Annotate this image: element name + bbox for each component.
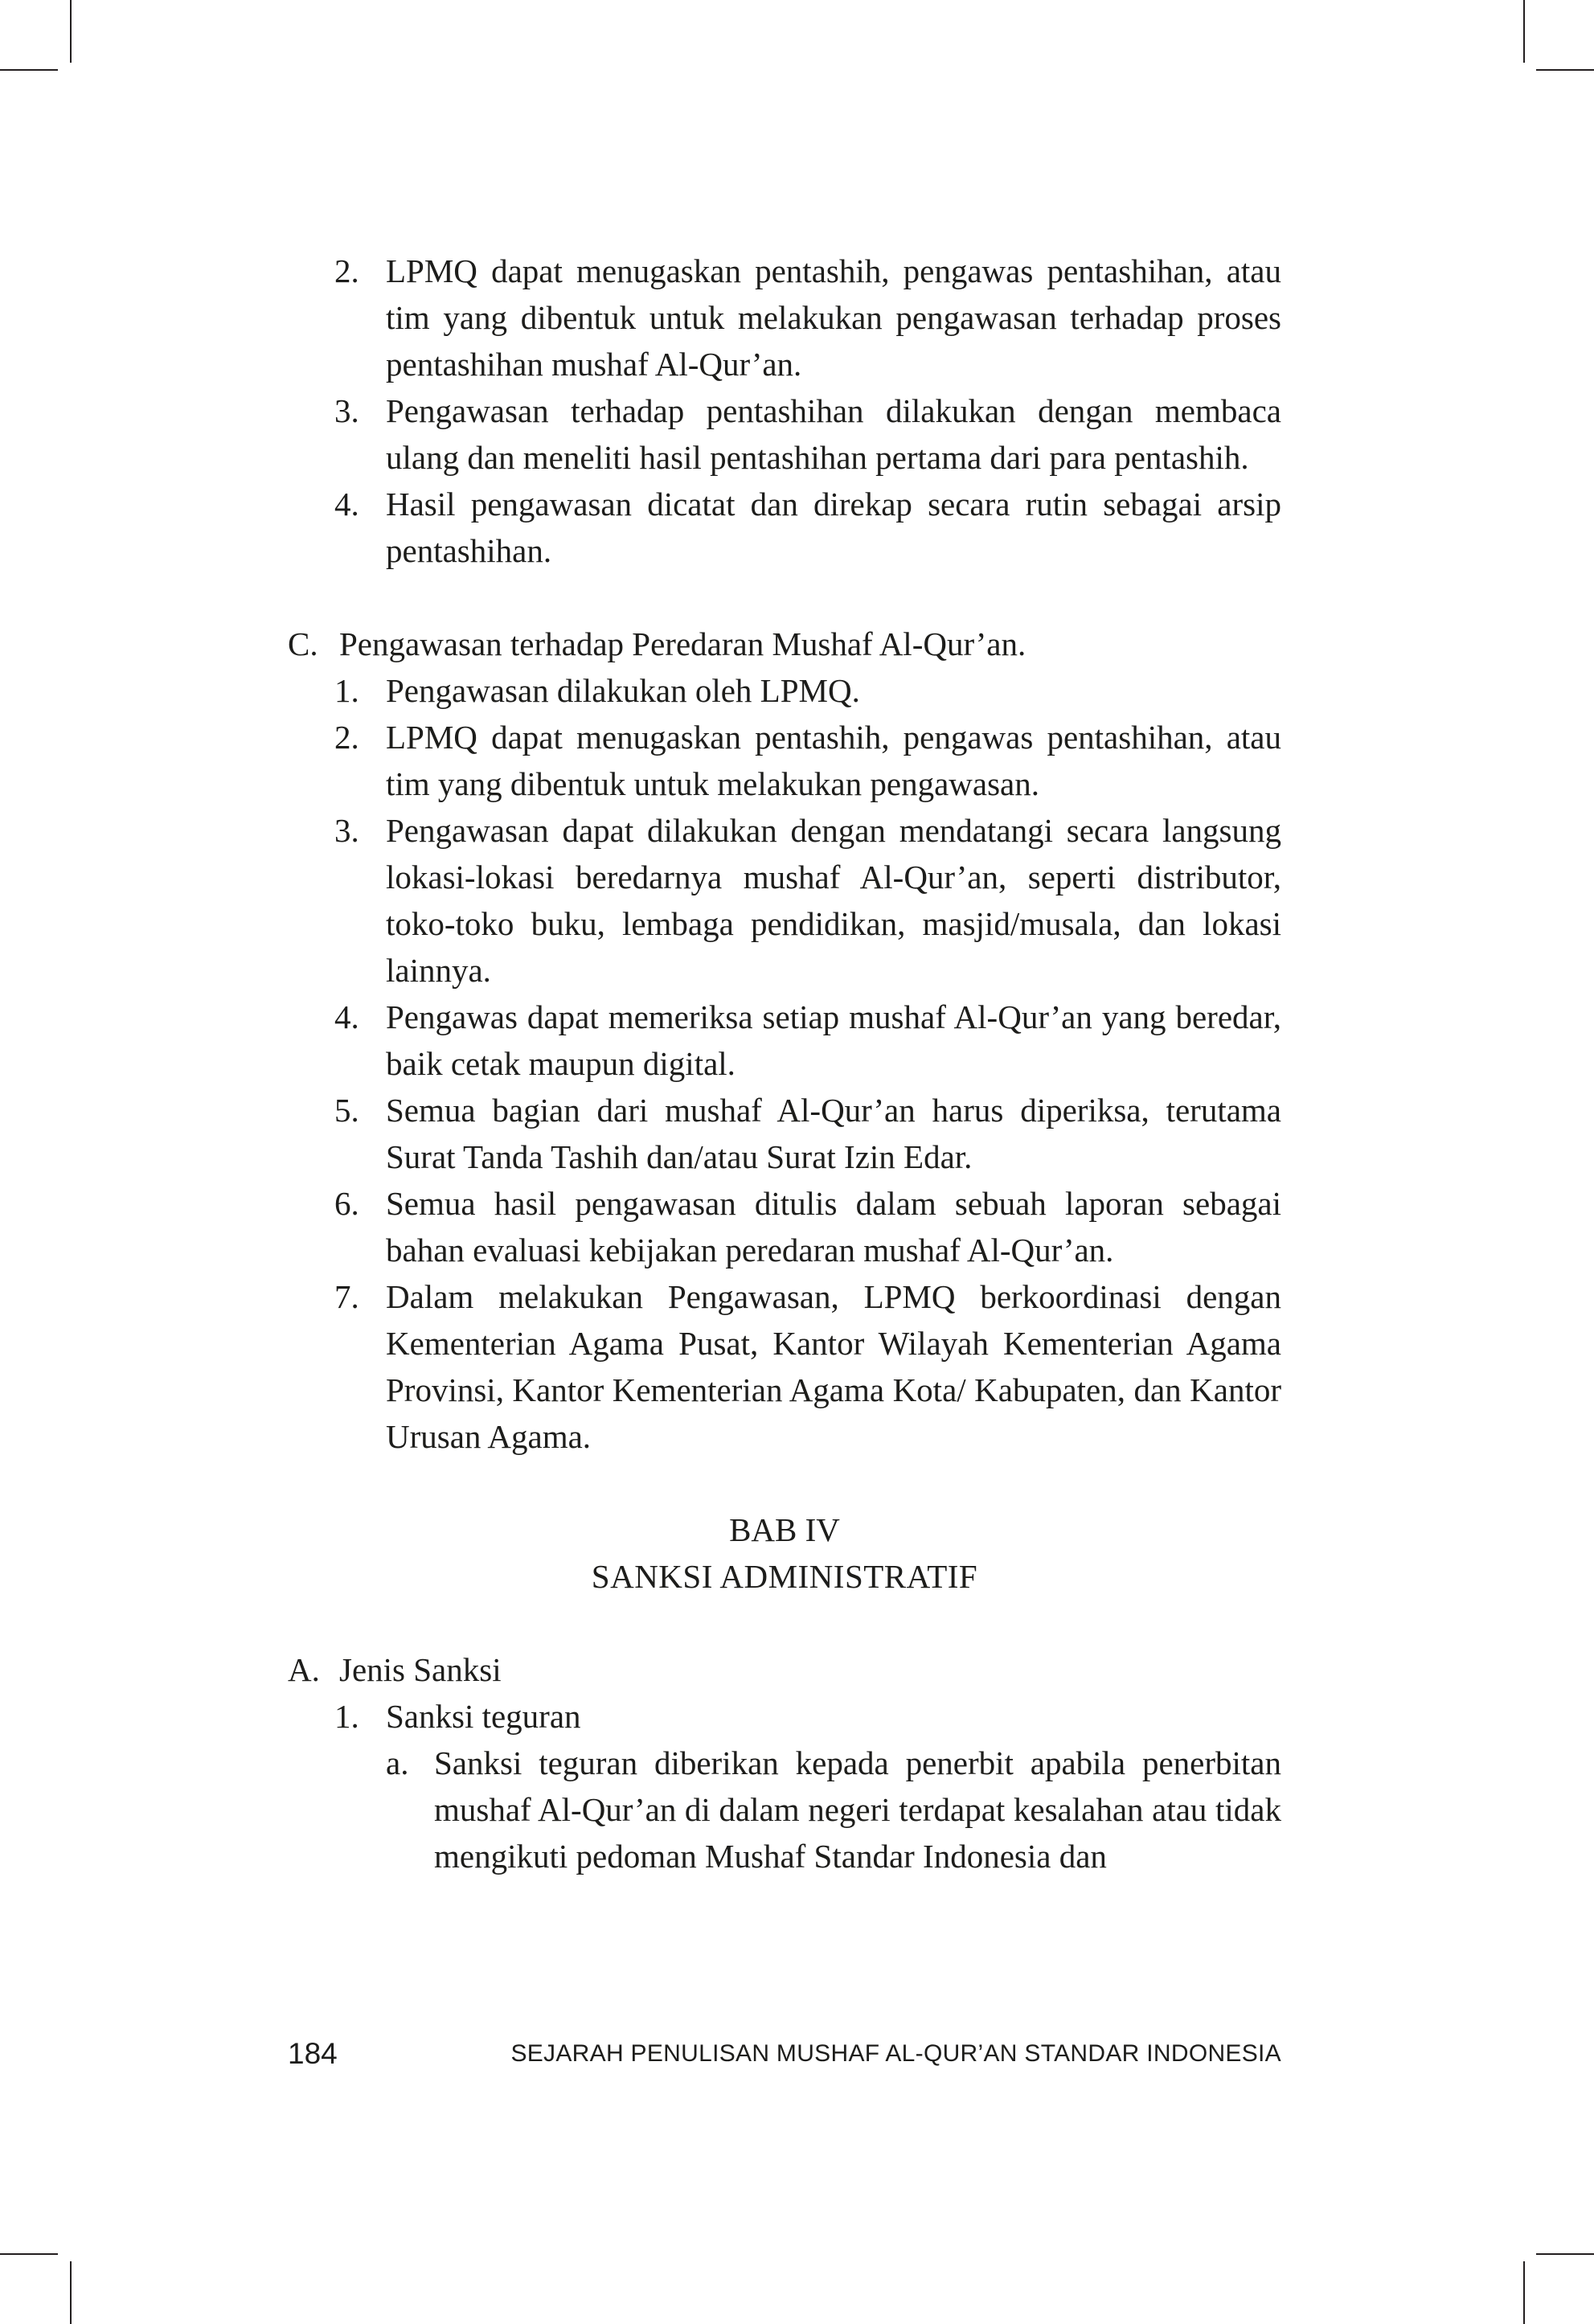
crop-mark-top-left (70, 0, 72, 63)
list-item-text: Dalam melakukan Pengawasan, LPMQ berkoordinasi dengan Kementerian Agama Pusat, Kantor Wilayah Kementerian Agama Provinsi, Kantor Kementerian Agama Kota/ Kabupaten, dan Kantor Urusan Agama. (386, 1278, 1281, 1455)
list-item-text: LPMQ dapat menugaskan pentashih, pengawas pentashihan, atau tim yang dibentuk untuk melakukan pengawasan terhadap proses pentashihan mushaf Al-Qur’an. (386, 252, 1281, 383)
list-item (288, 481, 1281, 574)
list-item (288, 714, 1281, 807)
list-item-number: 1. (334, 672, 359, 709)
list-item-letter: a. (386, 1744, 409, 1781)
list-item (288, 1087, 1281, 1180)
list-item (288, 1740, 1281, 1879)
list-item-text: Hasil pengawasan dicatat dan direkap secara rutin sebagai arsip pentashihan. (386, 486, 1281, 569)
list-item (288, 1180, 1281, 1273)
list-item-text: LPMQ dapat menugaskan pentashih, pengawas pentashihan, atau tim yang dibentuk untuk melakukan pengawasan. (386, 719, 1281, 802)
list-item-number: 7. (334, 1278, 359, 1315)
page-footer (288, 2030, 1281, 2078)
list-item-number: 2. (334, 719, 359, 756)
section-letter: A. (288, 1651, 320, 1688)
list-item (288, 248, 1281, 387)
list-item-text: Pengawasan dilakukan oleh LPMQ. (386, 672, 860, 709)
list-item (288, 1273, 1281, 1460)
section-letter: C. (288, 625, 318, 662)
list-item-number: 5. (334, 1092, 359, 1129)
list-item-number: 3. (334, 812, 359, 849)
list-item-text: Pengawas dapat memeriksa setiap mushaf Al-Qur’an yang beredar, baik cetak maupun digital. (386, 998, 1281, 1082)
subsection-title: Sanksi teguran (386, 1698, 581, 1735)
chapter-label: BAB IV (729, 1511, 840, 1548)
subsection-heading (288, 1693, 1281, 1740)
crop-mark-bottom-right-horizontal (1536, 2253, 1594, 2255)
crop-mark-top-right (1523, 0, 1525, 63)
list-item-number: 3. (334, 392, 359, 429)
list-item-number: 4. (334, 998, 359, 1035)
page-body (288, 248, 1281, 1879)
list-item-text: Sanksi teguran diberikan kepada penerbit apabila penerbitan mushaf Al-Qur’an di dalam negeri terdapat kesalahan atau tidak mengikuti pedoman Mushaf Standar Indonesia dan (434, 1744, 1281, 1875)
page-number: 184 (288, 2037, 338, 2070)
section-heading-c (288, 621, 1281, 667)
crop-mark-top-right-horizontal (1536, 69, 1594, 71)
list-item-text: Semua hasil pengawasan ditulis dalam sebuah laporan sebagai bahan evaluasi kebijakan peredaran mushaf Al-Qur’an. (386, 1185, 1281, 1269)
chapter-heading (288, 1506, 1281, 1600)
list-item-number: 2. (334, 252, 359, 289)
list-item (288, 807, 1281, 994)
crop-mark-bottom-left (70, 2261, 72, 2324)
list-item-text: Pengawasan dapat dilakukan dengan mendatangi secara langsung lokasi-lokasi beredarnya mushaf Al-Qur’an, seperti distributor, toko-toko buku, lembaga pendidikan, masjid/musala, dan lokasi lainnya. (386, 812, 1281, 989)
crop-mark-top-left-horizontal (0, 69, 58, 71)
list-item (288, 387, 1281, 481)
chapter-title: SANKSI ADMINISTRATIF (591, 1558, 978, 1595)
running-title: SEJARAH PENULISAN MUSHAF AL-QUR’AN STANDAR INDONESIA (510, 2040, 1281, 2067)
section-title: Pengawasan terhadap Peredaran Mushaf Al-Qur’an. (339, 625, 1026, 662)
list-item-text: Semua bagian dari mushaf Al-Qur’an harus diperiksa, terutama Surat Tanda Tashih dan/atau Surat Izin Edar. (386, 1092, 1281, 1175)
list-item-text: Pengawasan terhadap pentashihan dilakukan dengan membaca ulang dan meneliti hasil pentashihan pertama dari para pentashih. (386, 392, 1281, 476)
list-item (288, 667, 1281, 714)
crop-mark-bottom-left-horizontal (0, 2253, 58, 2255)
crop-mark-bottom-right (1523, 2261, 1525, 2324)
list-item-number: 6. (334, 1185, 359, 1222)
list-item (288, 994, 1281, 1087)
list-item-number: 1. (334, 1698, 359, 1735)
list-item-number: 4. (334, 486, 359, 523)
section-title: Jenis Sanksi (339, 1651, 502, 1688)
section-heading-a (288, 1646, 1281, 1693)
